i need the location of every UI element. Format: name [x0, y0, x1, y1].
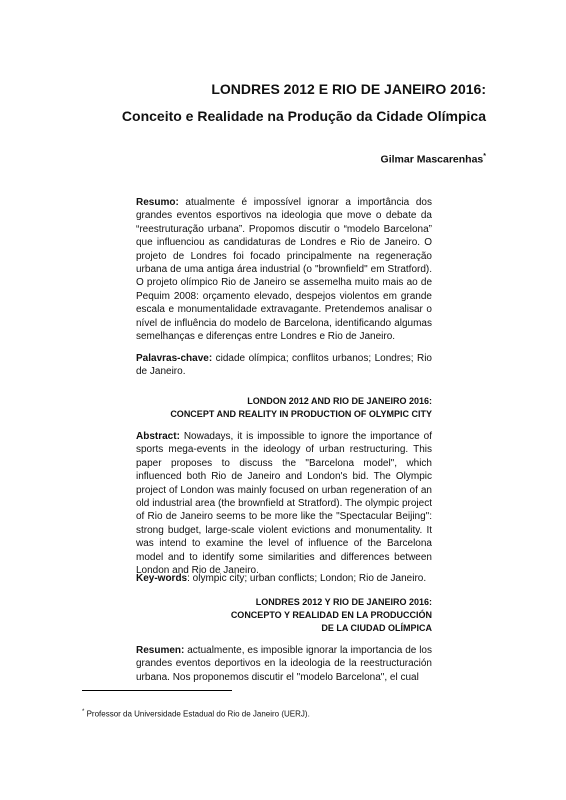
- english-heading-line-2: CONCEPT AND REALITY IN PRODUCTION OF OLYMPIC CITY: [170, 409, 432, 419]
- resumo-paragraph: [136, 196, 432, 343]
- title-line-1: LONDRES 2012 E RIO DE JANEIRO 2016:: [211, 81, 486, 97]
- abstract-text: Nowadays, it is impossible to ignore the importance of sports mega-events in the ideology of urban restructuring. This paper proposes to discuss the "Barcelona model", which influenced both Rio de Janeiro and London's bid. The Olympic project of London was mainly focused on urban regeneration of an old industrial area (the brownfield at Stratford). The olympic project of Rio de Janeiro seems to be more like the "Spectacular Beijing": strong budget, large-scale violent evictions and monumentality. It was intend to examine the level of influence of the Barcelona model and to identify some similarities and differences between London and Rio de Janeiro.: [136, 431, 432, 577]
- abstract-label: Abstract:: [136, 431, 180, 442]
- footnote-mark: *: [82, 709, 85, 715]
- resumen-paragraph: [136, 644, 432, 684]
- resumo-label: Resumo:: [136, 197, 179, 208]
- palavras-chave-label: Palavras-chave:: [136, 353, 213, 364]
- palavras-chave-text: cidade olímpica; conflitos urbanos; Londres; Rio de Janeiro.: [136, 353, 432, 378]
- footnote-divider: [82, 690, 232, 691]
- footnote-text: Professor da Universidade Estadual do Rio de Janeiro (UERJ).: [84, 709, 310, 719]
- english-heading-line-1: LONDON 2012 AND RIO DE JANEIRO 2016:: [247, 396, 432, 406]
- resumen-text: actualmente, es imposible ignorar la importancia de los grandes eventos deportivos en la ideologia de la reestructuración urbana. Nos proponemos discutir el "modelo Barcelona", el cual: [136, 645, 432, 683]
- english-heading: [170, 395, 432, 421]
- resumo-text: atualmente é impossível ignorar a importância dos grandes eventos esportivos na ideologia que move o debate da “reestruturação urbana”. Propomos discutir o “modelo Barcelona” que influenciou as candidaturas de Londres e Rio de Janeiro. O projeto de Londres foi focado principalmente na regeneração urbana de uma antiga área industrial (o "brownfield" em Stratford). O projeto olímpico Rio de Janeiro se assemelha muito mais ao de Pequim 2008: orçamento elevado, despejos violentos em grande escala e monumentalidade extravagante. Pretendemos analisar o nível de influência do modelo de Barcelona, identificando algumas semelhanças e diferenças entre Londres e Rio de Janeiro.: [136, 197, 432, 343]
- keywords-label: Key-words: [136, 573, 188, 584]
- spanish-heading-line-3: DE LA CIUDAD OLÍMPICA: [321, 623, 432, 633]
- keywords-paragraph: [136, 572, 432, 585]
- title-line-2: Conceito e Realidade na Produção da Cidade Olímpica: [121, 108, 486, 124]
- footnote: [82, 709, 310, 719]
- author: [381, 153, 486, 166]
- palavras-chave-paragraph: [136, 352, 432, 379]
- abstract-paragraph: [136, 430, 432, 577]
- resumen-label: Resumen:: [136, 645, 185, 656]
- author-footnote-mark: *: [483, 153, 486, 160]
- spanish-heading-line-1: LONDRES 2012 Y RIO DE JANEIRO 2016:: [255, 597, 432, 607]
- spanish-heading: [231, 596, 432, 635]
- keywords-text: : olympic city; urban conflicts; London; Rio de Janeiro.: [187, 573, 427, 584]
- spanish-heading-line-2: CONCEPTO Y REALIDAD EN LA PRODUCCIÓN: [230, 610, 432, 620]
- author-name: Gilmar Mascarenhas: [380, 153, 484, 166]
